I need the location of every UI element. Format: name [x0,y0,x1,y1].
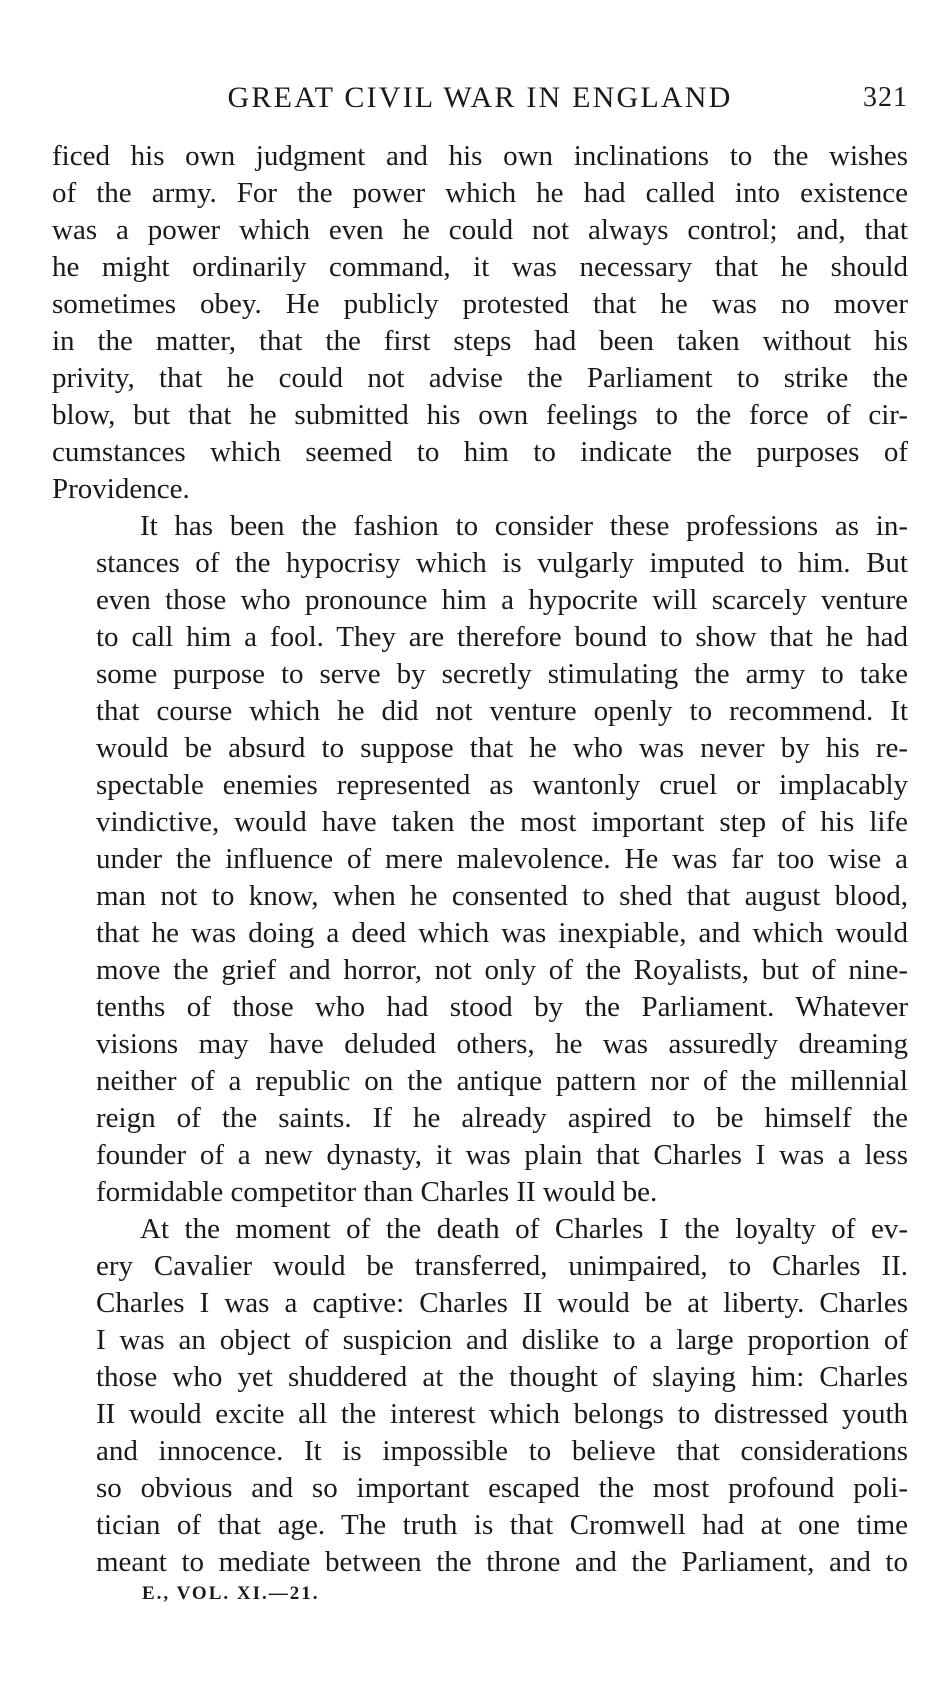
text-line: vindictive, would have taken the most important step of his life [96,806,908,838]
text-line: to call him a fool. They are therefore bound to show that he had [96,621,908,653]
paragraph-1 [52,138,908,508]
text-line: cumstances which seemed to him to indicate the purposes of [52,436,908,468]
text-line: tician of that age. The truth is that Cromwell had at one time [96,1509,908,1541]
text-line: privity, that he could not advise the Parliament to strike the [52,362,908,394]
text-line: blow, but that he submitted his own feelings to the force of cir- [52,399,908,431]
text-line: It has been the fashion to consider these professions as in- [140,510,908,542]
text-line: man not to know, when he consented to shed that august blood, [96,880,908,912]
running-head [52,78,908,118]
paragraph-3 [52,1211,908,1581]
text-line: Charles I was a captive: Charles II would be at liberty. Charles [96,1287,908,1319]
text-line: move the grief and horror, not only of the Royalists, but of nine- [96,954,908,986]
text-line: he might ordinarily command, it was necessary that he should [52,251,908,283]
running-title: GREAT CIVIL WAR IN ENGLAND [227,81,733,114]
text-line: sometimes obey. He publicly protested that he was no mover [52,288,908,320]
text-line: I was an object of suspicion and dislike to a large proportion of [96,1324,908,1356]
text-line: some purpose to serve by secretly stimulating the army to take [96,658,908,690]
text-line: so obvious and so important escaped the most profound poli- [96,1472,908,1504]
text-line: and innocence. It is impossible to believe that considerations [96,1435,908,1467]
text-line: ficed his own judgment and his own inclinations to the wishes [52,140,908,172]
text-line: was a power which even he could not always control; and, that [52,214,908,246]
body-text [52,138,908,1581]
text-line: even those who pronounce him a hypocrite will scarcely venture [96,584,908,616]
text-line: ery Cavalier would be transferred, unimpaired, to Charles II. [96,1250,908,1282]
text-line: spectable enemies represented as wantonly cruel or implacably [96,769,908,801]
text-line: stances of the hypocrisy which is vulgarly imputed to him. But [96,547,908,579]
text-line: formidable competitor than Charles II would be. [96,1176,658,1208]
text-line: Providence. [52,473,190,505]
page-number: 321 [863,82,908,113]
text-line: in the matter, that the first steps had been taken without his [52,325,908,357]
footer-signature: E., VOL. XI.—21. [142,1583,320,1604]
text-line: that course which he did not venture openly to recommend. It [96,695,908,727]
text-line: tenths of those who had stood by the Parliament. Whatever [96,991,908,1023]
text-line: II would excite all the interest which belongs to distressed youth [96,1398,908,1430]
text-line: At the moment of the death of Charles I the loyalty of ev- [140,1213,908,1245]
text-line: reign of the saints. If he already aspired to be himself the [96,1102,908,1134]
text-line: would be absurd to suppose that he who was never by his re- [96,732,908,764]
text-line: neither of a republic on the antique pattern nor of the millennial [96,1065,908,1097]
text-line: meant to mediate between the throne and the Parliament, and to [96,1546,908,1578]
text-line: visions may have deluded others, he was assuredly dreaming [96,1028,908,1060]
text-line: those who yet shuddered at the thought of slaying him: Charles [96,1361,908,1393]
text-line: that he was doing a deed which was inexpiable, and which would [96,917,908,949]
text-line: founder of a new dynasty, it was plain that Charles I was a less [96,1139,908,1171]
text-line: of the army. For the power which he had called into existence [52,177,908,209]
paragraph-2 [52,508,908,1211]
text-line: under the influence of mere malevolence. He was far too wise a [96,843,908,875]
